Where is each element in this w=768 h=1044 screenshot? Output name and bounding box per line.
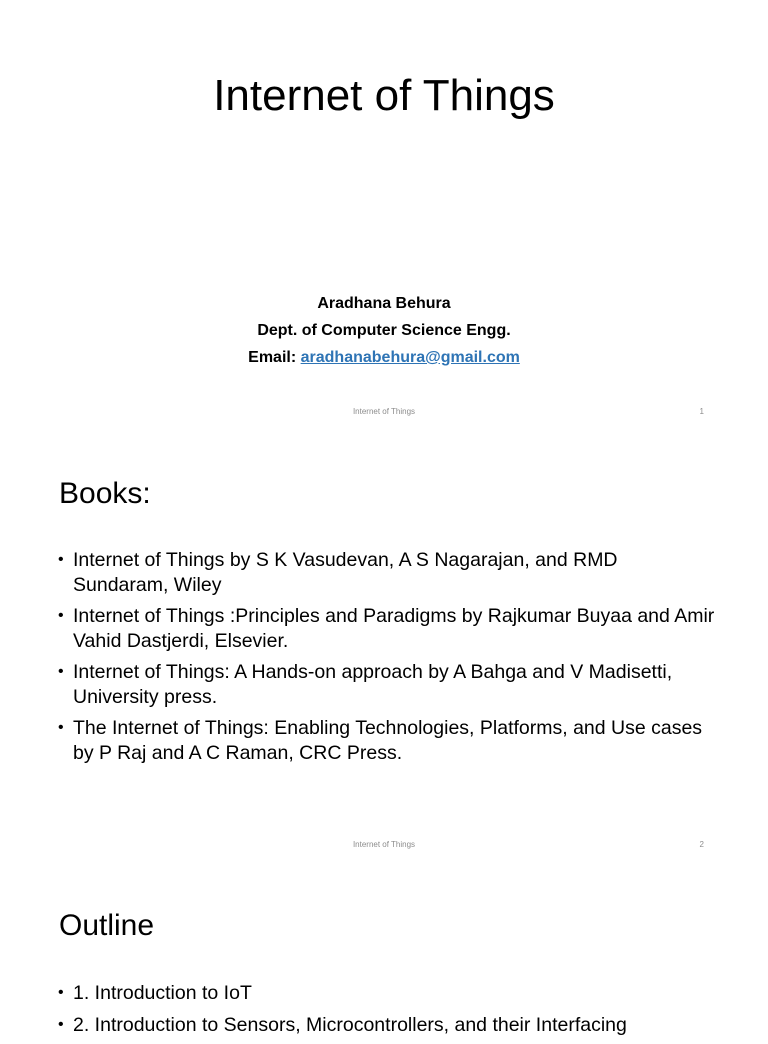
slide-number: 1 — [699, 407, 704, 416]
slide-footer: Internet of Things — [352, 407, 416, 416]
list-item — [58, 548, 718, 597]
slide-footer: Internet of Things — [352, 840, 416, 849]
list-item-text: Internet of Things :Principles and Paradigms by Rajkumar Buyaa and Amir Vahid Dastjerdi, Elsevier. — [73, 605, 715, 652]
list-item-text: The Internet of Things: Enabling Technologies, Platforms, and Use cases by P Raj and A C Raman, CRC Press. — [73, 717, 703, 764]
list-item-text: 1. Introduction to IoT — [73, 982, 252, 1004]
bullet-icon: • — [58, 663, 64, 680]
slide-heading: Outline — [59, 909, 155, 942]
list-item — [58, 981, 718, 1006]
slide-title: Internet of Things — [213, 71, 555, 120]
author-name: Aradhana Behura — [317, 295, 451, 312]
slide-number: 2 — [699, 840, 704, 849]
books-list — [58, 548, 718, 772]
bullet-icon: • — [58, 607, 64, 624]
outline-list — [58, 981, 718, 1044]
author-block — [0, 290, 768, 371]
email-line — [0, 344, 768, 371]
list-item — [58, 660, 718, 709]
list-item-text: Internet of Things by S K Vasudevan, A S Nagarajan, and RMD Sundaram, Wiley — [73, 549, 618, 596]
email-link[interactable]: aradhanabehura@gmail.com — [300, 349, 520, 366]
slide-3 — [0, 868, 768, 1036]
list-item-text: 2. Introduction to Sensors, Microcontrollers, and their Interfacing — [73, 1013, 627, 1036]
slide-1 — [0, 0, 768, 432]
bullet-icon: • — [58, 719, 64, 736]
email-label: Email: — [248, 349, 297, 366]
bullet-icon: • — [58, 984, 64, 1001]
slide-2 — [0, 434, 768, 866]
list-item — [58, 604, 718, 653]
slide-heading: Books: — [59, 477, 151, 510]
list-item — [58, 1013, 718, 1038]
department: Dept. of Computer Science Engg. — [257, 322, 511, 339]
list-item-text: Internet of Things: A Hands-on approach by A Bahga and V Madisetti, University press. — [73, 661, 673, 708]
list-item — [58, 716, 718, 765]
bullet-icon: • — [58, 1015, 64, 1033]
bullet-icon: • — [58, 551, 64, 568]
